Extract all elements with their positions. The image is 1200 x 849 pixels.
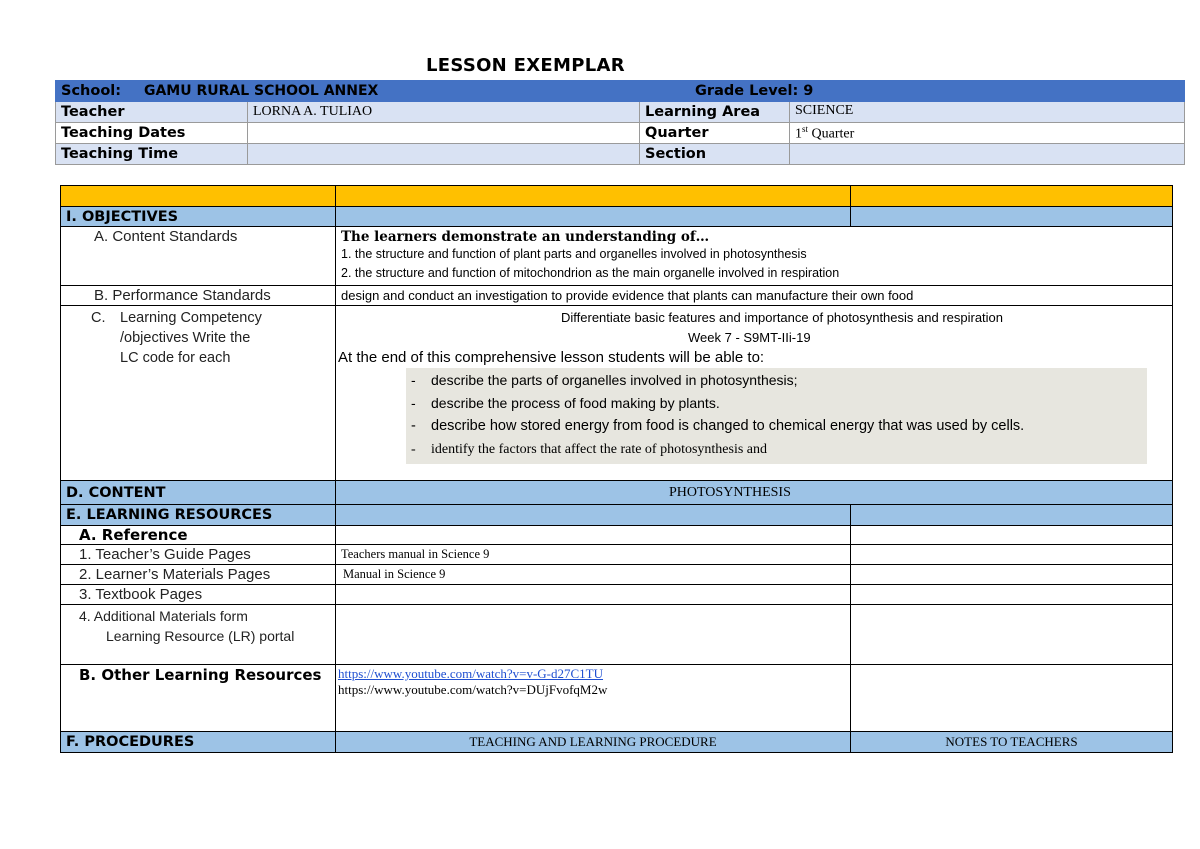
teaching-time-value (248, 144, 640, 165)
teachers-guide-row (61, 545, 1173, 565)
school-row (56, 81, 1185, 102)
competency-value (336, 306, 1173, 481)
section-label: Section (640, 144, 790, 165)
teaching-dates-row (56, 123, 1185, 144)
teaching-dates-value (248, 123, 640, 144)
learners-materials-value: Manual in Science 9 (336, 565, 851, 585)
youtube-link-2: https://www.youtube.com/watch?v=DUjFvofqM2w (338, 682, 608, 697)
objectives-list (406, 368, 1147, 464)
procedures-col-notes: NOTES TO TEACHERS (851, 732, 1173, 753)
content-standards-heading: The learners demonstrate an understanding of… (341, 229, 710, 245)
youtube-link-1[interactable]: https://www.youtube.com/watch?v=v-G-d27C1TU (338, 666, 604, 681)
other-resources-label: B. Other Learning Resources (61, 665, 336, 732)
content-heading: D. CONTENT (61, 481, 336, 505)
learning-area-value: SCIENCE (790, 102, 1185, 123)
teachers-guide-value: Teachers manual in Science 9 (336, 545, 851, 565)
lesson-header-table (55, 80, 1185, 165)
learning-resources-heading: E. LEARNING RESOURCES (61, 505, 336, 526)
performance-standards-label: B. Performance Standards (61, 286, 336, 306)
additional-materials-row (61, 605, 1173, 665)
lesson-body-table (60, 185, 1173, 753)
competency-label: C. Learning Competency /objectives Write the LC code for each (61, 306, 336, 481)
orange-header-row (61, 186, 1173, 207)
quarter-value: 1st Quarter (790, 123, 1185, 144)
content-standards-value (336, 227, 1173, 286)
learning-resources-row (61, 505, 1173, 526)
teachers-guide-label: 1. Teacher’s Guide Pages (61, 545, 336, 565)
objectives-row (61, 207, 1173, 227)
objectives-heading: I. OBJECTIVES (61, 207, 336, 227)
objective-item: - describe the parts of organelles involved in photosynthesis; (411, 372, 798, 388)
learners-materials-label: 2. Learner’s Materials Pages (61, 565, 336, 585)
grade-level: Grade Level: 9 (640, 81, 1185, 102)
procedures-col-teaching: TEACHING AND LEARNING PROCEDURE (336, 732, 851, 753)
teaching-time-label: Teaching Time (56, 144, 248, 165)
school-label: School: (61, 83, 122, 99)
competency-week: Week 7 - S9MT-IIi-19 (688, 330, 811, 345)
content-value: PHOTOSYNTHESIS (336, 481, 1173, 505)
end-statement: At the end of this comprehensive lesson students will be able to: (338, 349, 765, 366)
section-value (790, 144, 1185, 165)
procedures-row (61, 732, 1173, 753)
school-cell (56, 81, 640, 102)
reference-row (61, 526, 1173, 545)
performance-standards-value: design and conduct an investigation to provide evidence that plants can manufacture their own food (336, 286, 1173, 306)
content-standards-row (61, 227, 1173, 286)
performance-standards-row (61, 286, 1173, 306)
content-row (61, 481, 1173, 505)
content-standard-2: 2. the structure and function of mitochondrion as the main organelle involved in respiration (341, 266, 840, 280)
objective-item: - identify the factors that affect the rate of photosynthesis and (411, 442, 768, 457)
teacher-row (56, 102, 1185, 123)
learners-materials-row (61, 565, 1173, 585)
objective-item: - describe how stored energy from food is changed to chemical energy that was used by cells. (411, 418, 1025, 434)
content-standards-label: A. Content Standards (61, 227, 336, 286)
objective-item: - describe the process of food making by plants. (411, 395, 720, 411)
teaching-dates-label: Teaching Dates (56, 123, 248, 144)
teacher-label: Teacher (56, 102, 248, 123)
reference-label: A. Reference (61, 526, 336, 545)
procedures-heading: F. PROCEDURES (61, 732, 336, 753)
other-resources-row (61, 665, 1173, 732)
school-value: GAMU RURAL SCHOOL ANNEX (143, 83, 379, 99)
textbook-label: 3. Textbook Pages (61, 585, 336, 605)
page-title: LESSON EXEMPLAR (426, 55, 625, 76)
other-resources-links (336, 665, 851, 732)
teacher-value: LORNA A. TULIAO (248, 102, 640, 123)
competency-title: Differentiate basic features and importance of photosynthesis and respiration (561, 310, 1004, 325)
content-standard-1: 1. the structure and function of plant parts and organelles involved in photosynthesis (341, 247, 807, 261)
quarter-label: Quarter (640, 123, 790, 144)
textbook-row (61, 585, 1173, 605)
teaching-time-row (56, 144, 1185, 165)
competency-row (61, 306, 1173, 481)
additional-materials-label: 4. Additional Materials form Learning Resource (LR) portal (61, 605, 336, 665)
learning-area-label: Learning Area (640, 102, 790, 123)
